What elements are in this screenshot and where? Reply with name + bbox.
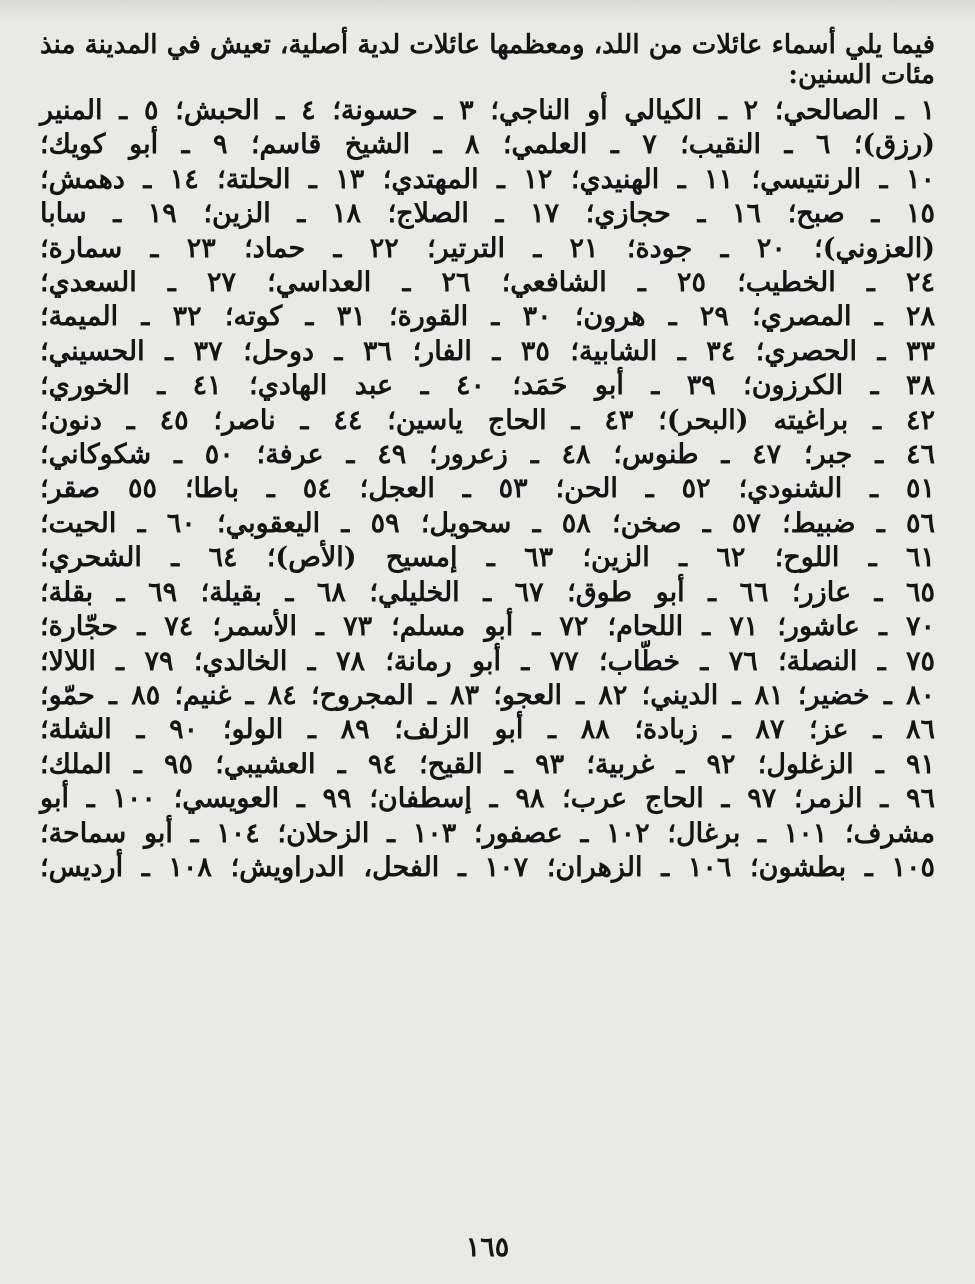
family-line: ١ ـ الصالحي؛ ٢ ـ الكيالي أو الناجي؛ ٣ ـ حسونة؛ ٤ ـ الحبش؛ ٥ ـ المنير [40, 95, 935, 126]
family-line: ٦١ ـ اللوح؛ ٦٢ ـ الزين؛ ٦٣ ـ إمسيح (الأص)؛ ٦٤ ـ الشحري؛ [40, 542, 935, 574]
family-line: ٧٠ ـ عاشور؛ ٧١ ـ اللحام؛ ٧٢ ـ أبو مسلم؛ ٧٣ ـ الأسمر؛ ٧٤ ـ حجّارة؛ [40, 611, 935, 643]
family-line: ١٠ ـ الرنتيسي؛ ١١ ـ الهنيدي؛ ١٢ ـ المهتدي؛ ١٣ ـ الحلتة؛ ١٤ ـ دهمش؛ [40, 163, 935, 195]
family-line: ٩١ ـ الزغلول؛ ٩٢ ـ غربية؛ ٩٣ ـ القيح؛ ٩٤ ـ العشيبي؛ ٩٥ ـ الملك؛ [40, 748, 935, 780]
family-line: ٨٠ ـ خضير؛ ٨١ ـ الديني؛ ٨٢ ـ العجو؛ ٨٣ ـ المجروح؛ ٨٤ ـ غنيم؛ ٨٥ ـ حمّو؛ [40, 679, 936, 711]
intro-paragraph: فيما يلي أسماء عائلات من اللد، ومعظمها عائلات لدية أصلية، تعيش في المدينة منذ مئات السنين: [40, 30, 935, 90]
family-line: ٢٨ ـ المصري؛ ٢٩ ـ هرون؛ ٣٠ ـ القورة؛ ٣١ ـ كوته؛ ٣٢ ـ الميمة؛ [40, 301, 935, 333]
family-line: ٨٦ ـ عز؛ ٨٧ ـ زبادة؛ ٨٨ ـ أبو الزلف؛ ٨٩ ـ الولو؛ ٩٠ ـ الشلة؛ [40, 714, 935, 746]
page-number: ١٦٥ [465, 1232, 510, 1263]
family-line: ٧٥ ـ النصلة؛ ٧٦ ـ خطّاب؛ ٧٧ ـ أبو رمانة؛ ٧٨ ـ الخالدي؛ ٧٩ ـ اللالا؛ [40, 645, 935, 677]
family-line: ٤٢ ـ براغيته (البحر)؛ ٤٣ ـ الحاج ياسين؛ ٤٤ ـ ناصر؛ ٤٥ ـ دنون؛ [40, 404, 935, 436]
page-body [40, 30, 935, 885]
family-line: ٢٤ ـ الخطيب؛ ٢٥ ـ الشافعي؛ ٢٦ ـ العداسي؛ ٢٧ ـ السعدي؛ [40, 267, 935, 299]
family-line: ٣٣ ـ الحصري؛ ٣٤ ـ الشابية؛ ٣٥ ـ الفار؛ ٣٦ ـ دوحل؛ ٣٧ ـ الحسيني؛ [40, 335, 936, 367]
family-line: ٦٥ ـ عازر؛ ٦٦ ـ أبو طوق؛ ٦٧ ـ الخليلي؛ ٦٨ ـ بقيلة؛ ٦٩ ـ بقلة؛ [40, 576, 935, 608]
previous-page-bleed [0, 0, 975, 22]
family-list [40, 94, 935, 885]
family-line: (العزوني)؛ ٢٠ ـ جودة؛ ٢١ ـ الترتير؛ ٢٢ ـ حماد؛ ٢٣ ـ سمارة؛ [40, 232, 935, 264]
family-line: ٤٦ ـ جبر؛ ٤٧ ـ طنوس؛ ٤٨ ـ زعرور؛ ٤٩ ـ عرفة؛ ٥٠ ـ شكوكاني؛ [40, 439, 935, 471]
family-line: مشرف؛ ١٠١ ـ برغال؛ ١٠٢ ـ عصفور؛ ١٠٣ ـ الزحلان؛ ١٠٤ ـ أبو سماحة؛ [40, 817, 935, 849]
family-line: ٥٦ ـ ضبيط؛ ٥٧ ـ صخن؛ ٥٨ ـ سحويل؛ ٥٩ ـ اليعقوبي؛ ٦٠ ـ الحيت؛ [40, 507, 936, 539]
family-line: ٥١ ـ الشنودي؛ ٥٢ ـ الحن؛ ٥٣ ـ العجل؛ ٥٤ ـ باطا؛ ٥٥ صقر؛ [40, 473, 936, 505]
family-line: ١٥ ـ صبح؛ ١٦ ـ حجازي؛ ١٧ ـ الصلاج؛ ١٨ ـ الزين؛ ١٩ ـ سابا [40, 198, 935, 230]
family-line: ٣٨ ـ الكرزون؛ ٣٩ ـ أبو حَمَد؛ ٤٠ ـ عبد الهادي؛ ٤١ ـ الخوري؛ [40, 370, 935, 402]
family-line: ١٠٥ ـ بطشون؛ ١٠٦ ـ الزهران؛ ١٠٧ ـ الفحل، الدراويش؛ ١٠٨ ـ أرديس؛ [40, 851, 935, 883]
family-line: ٩٦ ـ الزمر؛ ٩٧ ـ الحاج عرب؛ ٩٨ ـ إسطفان؛ ٩٩ ـ العويسي؛ ١٠٠ ـ أبو [40, 783, 935, 815]
family-line: (رزق)؛ ٦ ـ النقيب؛ ٧ ـ العلمي؛ ٨ ـ الشيخ قاسم؛ ٩ ـ أبو كويك؛ [40, 129, 936, 161]
